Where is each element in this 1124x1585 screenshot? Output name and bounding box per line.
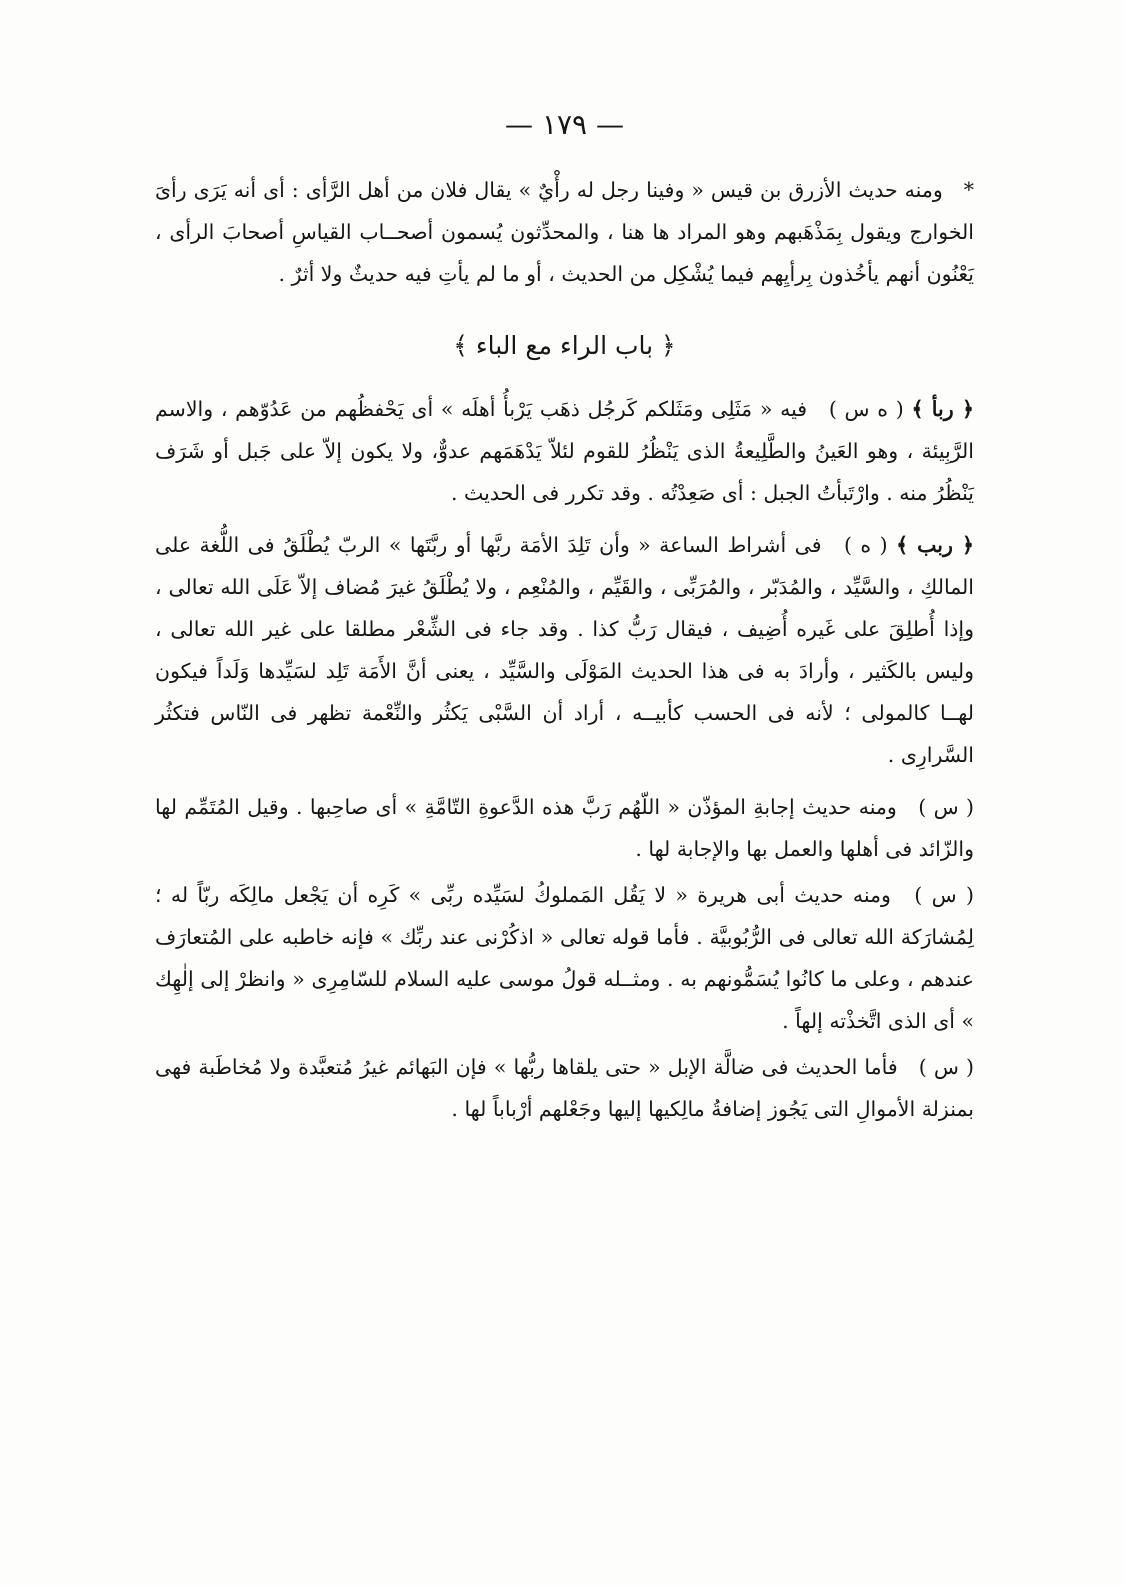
asterisk-marker: * (963, 178, 974, 202)
intro-paragraph (155, 169, 974, 295)
entry-text: فى أشراط الساعة « وأن تَلِدَ الأمَة ربَّها أو ربَّتَها » الربّ يُطْلَقُ فى اللُّغة على المالكِ ، والسَّيِّد ، والمُدَبّر ، والمُرَبِّى ، والقَيِّم ، والمُنْعِم ، ولا يُطْلَقُ غيرَ مُضاف إلاّ عَلَى الله تعالى ، وإذا أُطلِقَ على غَيره أُضِيف ، فيقال رَبُّ كذا . وقد جاء فى الشِّعْر مطلقا على غير الله تعالى ، وليس بالكَثير ، وأرادَ به فى هذا الحديث المَوْلَى والسَّيِّد ، يعنى أنَّ الأَمَة تَلِد لسَيِّدها وَلَداً فيكون لهــا كالمولى ؛ لأنه فى الحسب كأبيــه ، أراد أن السَّبْى يَكثُر والنِّعْمة تظهر فى النّاس فتكثُر السَّرارِى . (155, 533, 974, 767)
entry-sigla: ( ه ) (843, 533, 888, 557)
entry-paragraph (155, 786, 974, 870)
entry-sigla: ( س ) (918, 795, 974, 819)
entry-paragraph (155, 874, 974, 1042)
section-title: ﴿ باب الراء مع الباء ﴾ (453, 331, 676, 360)
entry-lemma: ﴿ ربب ﴾ (896, 533, 974, 557)
entry-paragraph (155, 524, 974, 776)
entry-sigla: ( س ) (918, 1055, 974, 1079)
entry-lemma: ﴿ ربأ ﴾ (911, 397, 974, 421)
entry-text: فأما الحديث فى ضالَّة الإبل « حتى يلقاها ربُّها » فإن البَهائم غيرُ مُتعبَّدة ولا مُخاطَبة فهى بمنزلة الأموالِ التى يَجُوز إضافةُ مالِكيها إليها وجَعْلهم أرْباباً لها . (155, 1055, 974, 1121)
entry-sigla: ( س ) (914, 883, 974, 907)
page-number: — ١٧٩ — (505, 108, 624, 141)
intro-text: ومنه حديث الأزرق بن قيس « وفينا رجل له رأْيٌ » يقال فلان من أهل الرَّأى : أى أنه يَرَى رأىَ الخوارج ويقول بِمَذْهَبهم وهو المراد ها هنا ، والمحدِّثون يُسمون أصحــاب القياسِ أصحابَ الرأى ، يَعْنُون أنهم يأخُذون بِرأيِهم فيما يُشْكِل من الحديث ، أو ما لم يأتِ فيه حديثٌ ولا أثرٌ . (155, 178, 974, 286)
entry-paragraph (155, 388, 974, 514)
entry-text: ومنه حديث إجابةِ المؤذّن « اللّهُم رَبَّ هذه الدَّعوةِ التّامَّةِ » أى صاحِبها . وقيل المُتَمِّم لها والزّائد فى أهلها والعمل بها والإجابة لها . (155, 795, 974, 861)
entry-paragraph (155, 1046, 974, 1130)
entry-text: فيه « مَثَلِى ومَثَلكم كَرجُل ذهَب يَرْبأُ أهلَه » أى يَحْفظُهم من عَدُوّهم ، والاسم الرَّبِيئة ، وهو العَينُ والطَّلِيعةُ الذى يَنْظُرُ للقوم لئلاّ يَدْهَمَهم عدوٌّ، ولا يكون إلاّ على جَبل أو شَرَف يَنْظُرُ منه . وارْتَبأتُ الجبل : أى صَعِدْتُه . وقد تكرر فى الحديث . (155, 397, 974, 505)
entry-sigla: ( ه س ) (828, 397, 904, 421)
entry-text: ومنه حديث أبى هريرة « لا يَقُل المَملوكُ لسَيِّده ربِّى » كَرِه أن يَجْعل مالِكَه ربّاً له ؛ لِمُشارَكة الله تعالى فى الرُّبُوبيَّة . فأما قوله تعالى « اذكُرْنى عند ربِّك » فإنه خاطبه على المُتعارَف عندهم ، وعلى ما كانُوا يُسَمُّونهم به . ومثــله قولُ موسى عليه السلام للسّامِرِى « وانظرْ إلى إلٰهِك » أى الذى اتَّخذْته إلهاً . (155, 883, 974, 1033)
